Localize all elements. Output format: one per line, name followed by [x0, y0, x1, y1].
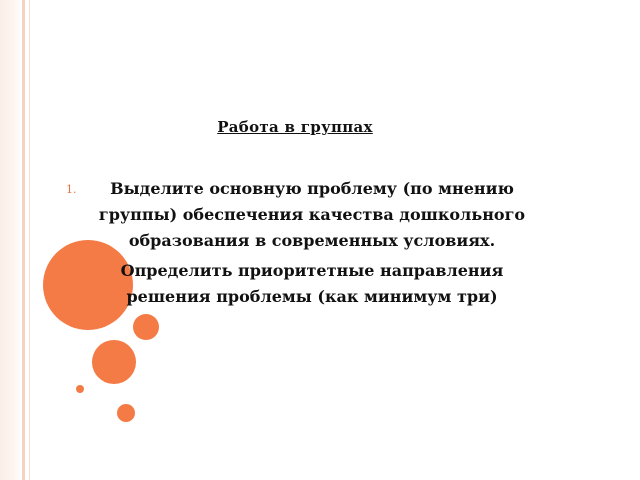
- list-marker: 1.: [66, 183, 77, 196]
- list-item-2-text: Определить приоритетные направления решения проблемы (как минимум три): [120, 261, 504, 306]
- small-circle-bottom: [117, 404, 135, 422]
- slide-title: Работа в группах: [217, 118, 373, 136]
- small-dot: [76, 385, 84, 393]
- medium-circle-upper: [133, 314, 159, 340]
- medium-circle-lower: [92, 340, 136, 384]
- list-item-1-text: Выделите основную проблему (по мнению группы) обеспечения качества дошкольного образования в современных условиях.: [98, 179, 526, 250]
